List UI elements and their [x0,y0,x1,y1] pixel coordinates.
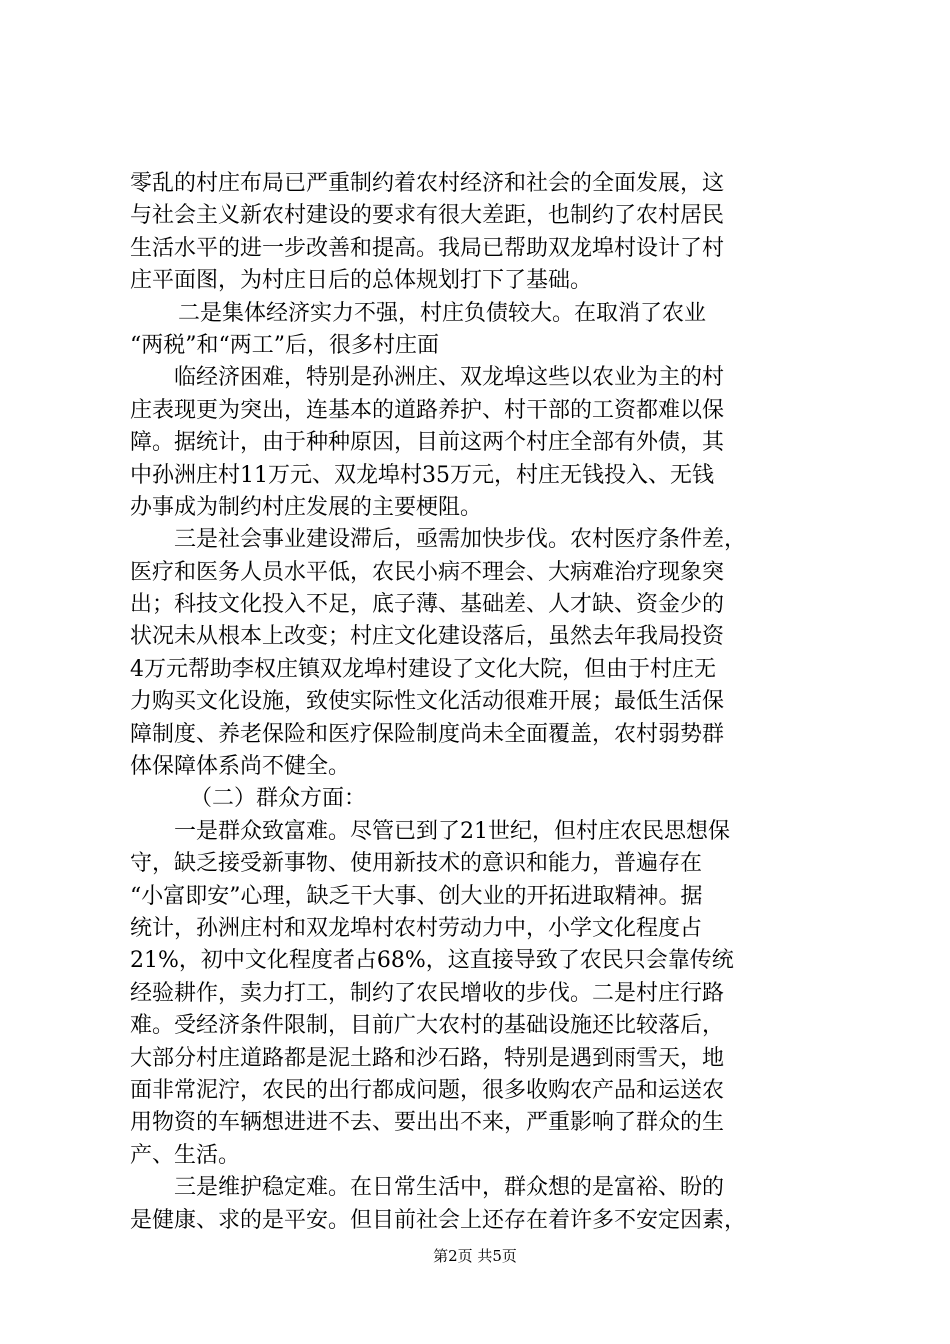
text-line: 中孙洲庄村11万元、双龙埠村35万元，村庄无钱投入、无钱 [130,462,714,488]
text-line: 二是集体经济实力不强，村庄负债较大。在取消了农业 [178,300,707,326]
text-line: “小富即安”心理，缺乏干大事、创大业的开拓进取精神。据 [130,883,703,909]
text-line: 是健康、求的是平安。但目前社会上还存在着许多不安定因素， [130,1207,747,1233]
text-line: 面非常泥泞，农民的出行都成问题，很多收购农产品和运送农 [130,1077,725,1103]
text-line: 庄平面图，为村庄日后的总体规划打下了基础。 [130,268,593,294]
text-line: 办事成为制约村庄发展的主要梗阻。 [130,494,483,520]
text-line: 三是社会事业建设滞后，亟需加快步伐。农村医疗条件差， [174,527,747,553]
text-line: 大部分村庄道路都是泥土路和沙石路，特别是遇到雨雪天，地 [130,1045,725,1071]
text-line: 零乱的村庄布局已严重制约着农村经济和社会的全面发展，这 [130,171,725,196]
text-line: 统计，孙洲庄村和双龙埠村农村劳动力中，小学文化程度占 [130,915,703,941]
text-line: 体保障体系尚不健全。 [130,754,351,780]
text-line: 医疗和医务人员水平低，农民小病不理会、大病难治疗现象突 [130,559,725,585]
body-text [130,168,830,1237]
text-line: 难。受经济条件限制，目前广大农村的基础设施还比较落后， [130,1013,725,1039]
text-line: 力购买文化设施，致使实际性文化活动很难开展；最低生活保 [130,689,725,715]
text-line: 一是群众致富难。尽管已到了21世纪，但村庄农民思想保 [174,818,730,844]
text-line: 产、生活。 [130,1142,241,1168]
text-line: 21%，初中文化程度者占68%，这直接导致了农民只会靠传统 [130,948,734,974]
text-line: 庄表现更为突出，连基本的道路养护、村干部的工资都难以保 [130,397,725,423]
text-line: 经验耕作，卖力打工，制约了农民增收的步伐。二是村庄行路 [130,980,725,1006]
text-line: 三是维护稳定难。在日常生活中，群众想的是富裕、盼的 [174,1175,725,1201]
text-line: 障制度、养老保险和医疗保险制度尚未全面覆盖，农村弱势群 [130,721,725,747]
text-line: 障。据统计，由于种种原因，目前这两个村庄全部有外债，其 [130,430,725,456]
text-line: 与社会主义新农村建设的要求有很大差距，也制约了农村居民 [130,203,725,229]
text-line: 生活水平的进一步改善和提高。我局已帮助双龙埠村设计了村 [130,235,725,261]
text-line: 出；科技文化投入不足，底子薄、基础差、人才缺、资金少的 [130,592,725,618]
section-heading: （二）群众方面： [190,786,367,812]
page-number-footer: 第2页 共5页 [433,1247,517,1265]
text-line: 状况未从根本上改变；村庄文化建设落后，虽然去年我局投资 [130,624,725,650]
text-line: 4万元帮助李权庄镇双龙埠村建设了文化大院，但由于村庄无 [130,656,716,682]
text-line: 临经济困难，特别是孙洲庄、双龙埠这些以农业为主的村 [174,365,725,391]
text-line: 守，缺乏接受新事物、使用新技术的意识和能力，普遍存在 [130,851,703,877]
text-line: “两税”和“两工”后，很多村庄面 [130,332,439,358]
text-line: 用物资的车辆想进进不去、要出出不来，严重影响了群众的生 [130,1110,725,1136]
